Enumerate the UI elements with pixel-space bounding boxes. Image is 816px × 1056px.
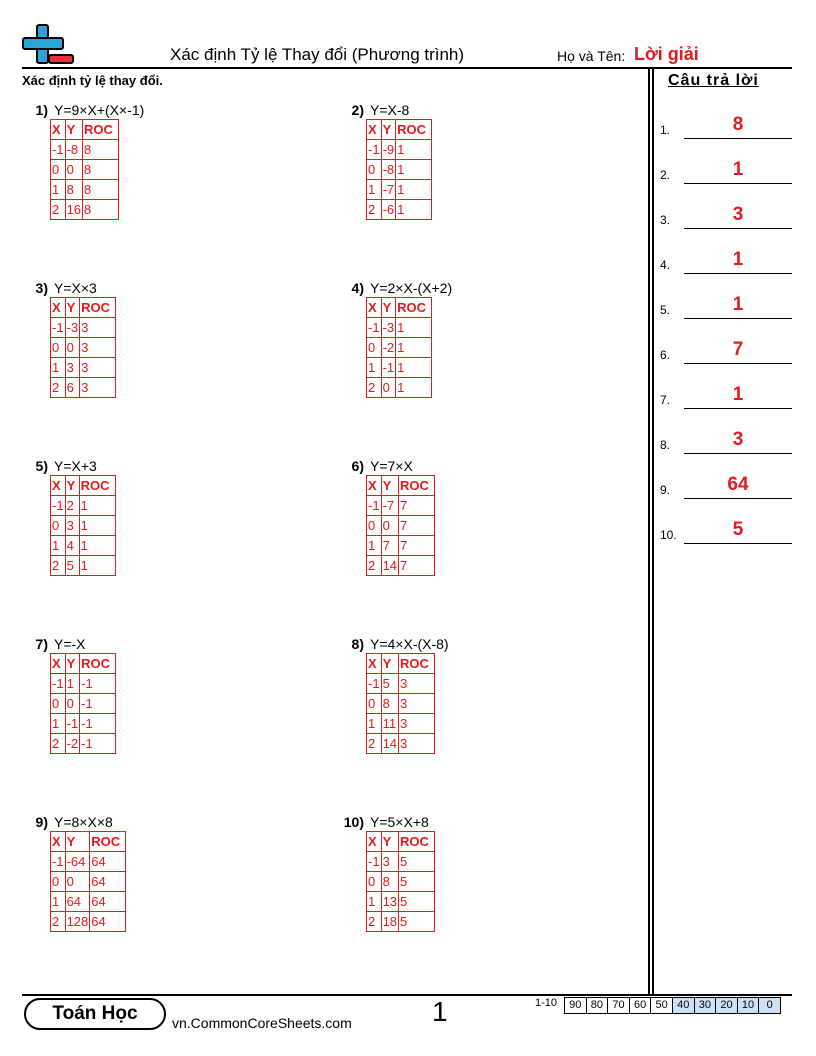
answer-column-divider-inner [652, 69, 654, 994]
table-row [367, 318, 432, 338]
answer-number: 6. [660, 348, 671, 362]
table-row [51, 318, 116, 338]
table-cell: 0 [65, 694, 80, 714]
table-row [367, 674, 435, 694]
table-cell: 64 [90, 912, 126, 932]
table-cell: 1 [51, 358, 66, 378]
table-cell: 3 [381, 852, 398, 872]
table-header-row [51, 654, 116, 674]
table-cell: 64 [90, 852, 126, 872]
answer-value: 1 [732, 384, 744, 405]
logo [22, 24, 78, 68]
roc-table [50, 119, 119, 220]
table-cell: 0 [51, 516, 66, 536]
answer-line [684, 408, 792, 409]
answer-line [684, 228, 792, 229]
score-cell: 90 [564, 997, 587, 1014]
page-title: Xác định Tỷ lệ Thay đổi (Phương trình) [170, 45, 465, 64]
table-cell: 2 [367, 556, 382, 576]
table-cell: 13 [381, 892, 398, 912]
table-cell: 2 [367, 912, 382, 932]
table-cell: 1 [79, 556, 115, 576]
site-url: vn.CommonCoreSheets.com [172, 1015, 352, 1031]
table-row [51, 536, 116, 556]
table-cell: 1 [367, 892, 382, 912]
table-cell: 3 [65, 516, 79, 536]
problem-number: 9) [35, 814, 48, 830]
table-cell: 1 [396, 160, 432, 180]
answer-row [660, 244, 792, 274]
table-cell: 1 [367, 714, 382, 734]
table-cell: -2 [381, 338, 396, 358]
table-cell: 1 [367, 536, 382, 556]
table-header-cell: ROC [79, 476, 115, 496]
answer-row [660, 199, 792, 229]
problem-number: 6) [351, 458, 364, 474]
table-cell: 0 [367, 160, 382, 180]
table-cell: 3 [399, 714, 435, 734]
table-cell: 1 [367, 180, 382, 200]
table-cell: -1 [367, 674, 382, 694]
table-cell: -9 [381, 140, 396, 160]
table-row [51, 496, 116, 516]
page-number: 1 [432, 996, 448, 1027]
roc-table [50, 831, 126, 932]
answer-value: 3 [732, 204, 744, 225]
table-cell: 7 [399, 516, 435, 536]
table-cell: 2 [367, 378, 382, 398]
problem-equation: Y=7×X [370, 458, 413, 474]
table-cell: 5 [65, 556, 79, 576]
roc-table [366, 653, 435, 754]
brand-badge: Toán Học [24, 998, 166, 1030]
table-header-cell: Y [65, 120, 82, 140]
table-cell: 8 [83, 200, 119, 220]
table-cell: 0 [65, 160, 82, 180]
table-header-cell: Y [381, 654, 398, 674]
table-cell: -1 [80, 734, 116, 754]
table-header-cell: ROC [90, 832, 126, 852]
table-cell: -1 [367, 852, 382, 872]
table-cell: 8 [381, 872, 398, 892]
table-cell: 8 [83, 180, 119, 200]
table-header-cell: ROC [396, 120, 432, 140]
table-cell: -7 [381, 180, 396, 200]
table-cell: 1 [396, 180, 432, 200]
answer-value: 7 [732, 339, 744, 360]
table-cell: 1 [396, 338, 432, 358]
table-cell: 2 [367, 200, 382, 220]
roc-table [50, 297, 116, 398]
table-cell: 0 [51, 694, 66, 714]
table-cell: -8 [65, 140, 82, 160]
table-row [367, 912, 435, 932]
table-cell: -1 [65, 714, 80, 734]
table-cell: 1 [396, 358, 432, 378]
table-row [51, 556, 116, 576]
table-cell: 18 [381, 912, 398, 932]
problem-equation: Y=X+3 [54, 458, 97, 474]
table-cell: 1 [79, 496, 115, 516]
table-row [367, 892, 435, 912]
table-cell: 5 [399, 872, 435, 892]
table-cell: 5 [399, 912, 435, 932]
table-header-row [51, 298, 116, 318]
answer-row [660, 379, 792, 409]
table-cell: 14 [381, 556, 398, 576]
table-cell: 3 [80, 358, 116, 378]
table-cell: -1 [51, 674, 66, 694]
table-row [367, 734, 435, 754]
roc-table [366, 831, 435, 932]
table-row [367, 872, 435, 892]
problem-equation: Y=8×X×8 [54, 814, 113, 830]
table-header-row [367, 476, 435, 496]
table-cell: -1 [367, 318, 382, 338]
table-row [367, 378, 432, 398]
answer-number: 3. [660, 213, 671, 227]
table-cell: -3 [381, 318, 396, 338]
table-header-cell: ROC [399, 832, 435, 852]
table-row [51, 674, 116, 694]
table-header-cell: Y [381, 476, 398, 496]
table-cell: 1 [367, 358, 382, 378]
score-cell: 10 [737, 997, 760, 1014]
score-cell: 0 [758, 997, 781, 1014]
answer-number: 1. [660, 123, 671, 137]
table-cell: -1 [51, 318, 66, 338]
table-cell: -3 [65, 318, 80, 338]
table-cell: -2 [65, 734, 80, 754]
score-cell: 80 [586, 997, 609, 1014]
table-cell: 2 [367, 734, 382, 754]
problem-number: 1) [35, 102, 48, 118]
table-header-row [367, 654, 435, 674]
table-row [367, 358, 432, 378]
table-cell: -7 [381, 496, 398, 516]
problem-number: 10) [343, 814, 364, 830]
table-cell: -1 [367, 496, 382, 516]
roc-table [366, 297, 432, 398]
answer-value: 1 [732, 159, 744, 180]
table-cell: 1 [396, 318, 432, 338]
table-header-row [51, 476, 116, 496]
table-cell: 1 [51, 892, 66, 912]
table-cell: 3 [65, 358, 80, 378]
table-row [51, 378, 116, 398]
answer-line [684, 318, 792, 319]
table-cell: -1 [80, 694, 116, 714]
table-cell: 2 [51, 200, 66, 220]
table-header-cell: ROC [399, 654, 435, 674]
table-header-cell: Y [381, 298, 396, 318]
answer-value: 1 [732, 294, 744, 315]
table-cell: -8 [381, 160, 396, 180]
score-cell: 40 [672, 997, 695, 1014]
logo-minus [48, 54, 74, 64]
table-cell: 16 [65, 200, 82, 220]
table-cell: -1 [367, 140, 382, 160]
table-header-cell: Y [381, 832, 398, 852]
table-cell: 3 [80, 378, 116, 398]
table-cell: 2 [51, 378, 66, 398]
table-cell: 0 [381, 378, 396, 398]
table-cell: 1 [65, 674, 80, 694]
answer-line [684, 543, 792, 544]
table-cell: 64 [90, 872, 126, 892]
logo-plus-horizontal [22, 37, 64, 50]
score-cell: 20 [715, 997, 738, 1014]
table-header-cell: X [367, 832, 382, 852]
table-cell: 5 [399, 852, 435, 872]
table-header-row [51, 832, 126, 852]
table-row [51, 140, 119, 160]
answer-value: 64 [727, 474, 749, 495]
table-cell: 6 [65, 378, 80, 398]
table-header-row [367, 298, 432, 318]
problem-number: 7) [35, 636, 48, 652]
table-row [367, 852, 435, 872]
table-header-cell: ROC [83, 120, 119, 140]
table-cell: 14 [381, 734, 398, 754]
score-label: 1-10 [535, 997, 558, 1009]
answer-row [660, 109, 792, 139]
table-header-cell: Y [65, 298, 80, 318]
answer-value: 3 [732, 429, 744, 450]
table-cell: 2 [65, 496, 79, 516]
answer-number: 4. [660, 258, 671, 272]
table-cell: 3 [399, 694, 435, 714]
answer-line [684, 273, 792, 274]
answers-heading: Câu trả lời [668, 72, 759, 89]
table-cell: 0 [367, 694, 382, 714]
answer-row [660, 334, 792, 364]
table-row [51, 872, 126, 892]
answer-line [684, 183, 792, 184]
score-cell: 50 [650, 997, 673, 1014]
table-header-cell: Y [381, 120, 396, 140]
table-row [51, 338, 116, 358]
roc-table [50, 475, 116, 576]
score-cell: 30 [694, 997, 717, 1014]
table-row [51, 160, 119, 180]
table-header-cell: X [367, 654, 382, 674]
table-cell: 1 [51, 180, 66, 200]
header-rule [22, 67, 792, 69]
answer-row [660, 424, 792, 454]
problem-equation: Y=X×3 [54, 280, 97, 296]
table-header-cell: ROC [396, 298, 432, 318]
answer-row [660, 289, 792, 319]
table-row [51, 714, 116, 734]
table-cell: 0 [51, 872, 66, 892]
table-header-cell: X [51, 476, 66, 496]
table-cell: 5 [399, 892, 435, 912]
table-header-cell: ROC [80, 654, 116, 674]
table-cell: -1 [80, 674, 116, 694]
table-cell: -1 [80, 714, 116, 734]
table-cell: 1 [396, 200, 432, 220]
table-cell: -1 [51, 852, 66, 872]
table-cell: -6 [381, 200, 396, 220]
table-header-cell: X [367, 298, 382, 318]
table-cell: 1 [51, 714, 66, 734]
table-row [51, 734, 116, 754]
table-cell: 0 [367, 338, 382, 358]
table-row [51, 694, 116, 714]
table-cell: 1 [51, 536, 66, 556]
problem-number: 8) [351, 636, 364, 652]
table-row [51, 516, 116, 536]
table-cell: 7 [399, 536, 435, 556]
table-row [367, 496, 435, 516]
answer-value: 5 [732, 519, 744, 540]
table-cell: 3 [399, 674, 435, 694]
problem-equation: Y=9×X+(X×-1) [54, 102, 145, 118]
answer-number: 2. [660, 168, 671, 182]
footer-rule [22, 994, 792, 996]
table-cell: 0 [51, 338, 66, 358]
table-header-cell: X [51, 120, 66, 140]
table-cell: 7 [399, 496, 435, 516]
table-cell: 7 [381, 536, 398, 556]
table-cell: 0 [51, 160, 66, 180]
table-cell: 3 [80, 338, 116, 358]
answer-number: 5. [660, 303, 671, 317]
answer-line [684, 498, 792, 499]
instruction: Xác định tỷ lệ thay đổi. [22, 73, 163, 88]
table-header-cell: ROC [399, 476, 435, 496]
score-cell: 70 [607, 997, 630, 1014]
table-cell: 3 [80, 318, 116, 338]
table-row [367, 140, 432, 160]
table-cell: 4 [65, 536, 79, 556]
table-cell: 1 [79, 536, 115, 556]
table-cell: 64 [90, 892, 126, 912]
table-row [367, 536, 435, 556]
table-cell: 3 [399, 734, 435, 754]
table-row [367, 200, 432, 220]
table-row [51, 912, 126, 932]
name-value: Lời giải [634, 44, 699, 64]
roc-table [366, 475, 435, 576]
table-row [367, 180, 432, 200]
table-row [51, 358, 116, 378]
table-cell: 7 [399, 556, 435, 576]
table-cell: 8 [83, 140, 119, 160]
problem-equation: Y=-X [54, 636, 86, 652]
table-header-cell: X [51, 298, 66, 318]
answer-row [660, 514, 792, 544]
table-row [51, 200, 119, 220]
table-cell: 128 [65, 912, 90, 932]
answer-line [684, 138, 792, 139]
table-cell: 5 [381, 674, 398, 694]
answer-number: 9. [660, 483, 671, 497]
table-cell: 64 [65, 892, 90, 912]
answer-line [684, 363, 792, 364]
table-cell: 2 [51, 556, 66, 576]
table-cell: 8 [381, 694, 398, 714]
table-row [367, 338, 432, 358]
problem-number: 2) [351, 102, 364, 118]
name-label: Họ và Tên: [557, 48, 626, 64]
answer-number: 8. [660, 438, 671, 452]
table-cell: -64 [65, 852, 90, 872]
table-row [51, 852, 126, 872]
table-cell: -1 [51, 496, 66, 516]
answer-number: 10. [660, 528, 677, 542]
problem-equation: Y=5×X+8 [370, 814, 429, 830]
problem-number: 5) [35, 458, 48, 474]
table-cell: 0 [381, 516, 398, 536]
score-cell: 60 [629, 997, 652, 1014]
table-cell: 1 [396, 378, 432, 398]
score-scale [565, 997, 781, 1014]
table-row [367, 714, 435, 734]
table-cell: 0 [367, 516, 382, 536]
answer-value: 8 [732, 114, 744, 135]
problem-equation: Y=2×X-(X+2) [370, 280, 453, 296]
table-cell: 0 [65, 872, 90, 892]
answer-number: 7. [660, 393, 671, 407]
table-header-cell: X [51, 832, 66, 852]
table-header-row [51, 120, 119, 140]
table-cell: -1 [381, 358, 396, 378]
table-header-cell: X [367, 476, 382, 496]
table-cell: 11 [381, 714, 398, 734]
table-cell: 2 [51, 734, 66, 754]
table-header-cell: ROC [80, 298, 116, 318]
table-row [367, 516, 435, 536]
table-row [367, 694, 435, 714]
table-header-cell: Y [65, 654, 80, 674]
table-cell: 2 [51, 912, 66, 932]
table-header-cell: Y [65, 476, 79, 496]
table-cell: 0 [65, 338, 80, 358]
table-header-cell: Y [65, 832, 90, 852]
table-row [367, 556, 435, 576]
answer-row [660, 154, 792, 184]
answer-value: 1 [732, 249, 744, 270]
table-header-row [367, 832, 435, 852]
roc-table [366, 119, 432, 220]
table-cell: -1 [51, 140, 66, 160]
problem-equation: Y=4×X-(X-8) [370, 636, 449, 652]
table-header-row [367, 120, 432, 140]
answer-column-divider [648, 69, 650, 994]
table-header-cell: X [367, 120, 382, 140]
table-cell: 8 [65, 180, 82, 200]
table-row [367, 160, 432, 180]
roc-table [50, 653, 116, 754]
table-cell: 0 [367, 872, 382, 892]
table-cell: 8 [83, 160, 119, 180]
problem-number: 4) [351, 280, 364, 296]
table-row [51, 892, 126, 912]
problem-number: 3) [35, 280, 48, 296]
table-row [51, 180, 119, 200]
answer-line [684, 453, 792, 454]
table-cell: 1 [396, 140, 432, 160]
table-cell: 1 [79, 516, 115, 536]
table-header-cell: X [51, 654, 66, 674]
problem-equation: Y=X-8 [370, 102, 410, 118]
answer-row [660, 469, 792, 499]
